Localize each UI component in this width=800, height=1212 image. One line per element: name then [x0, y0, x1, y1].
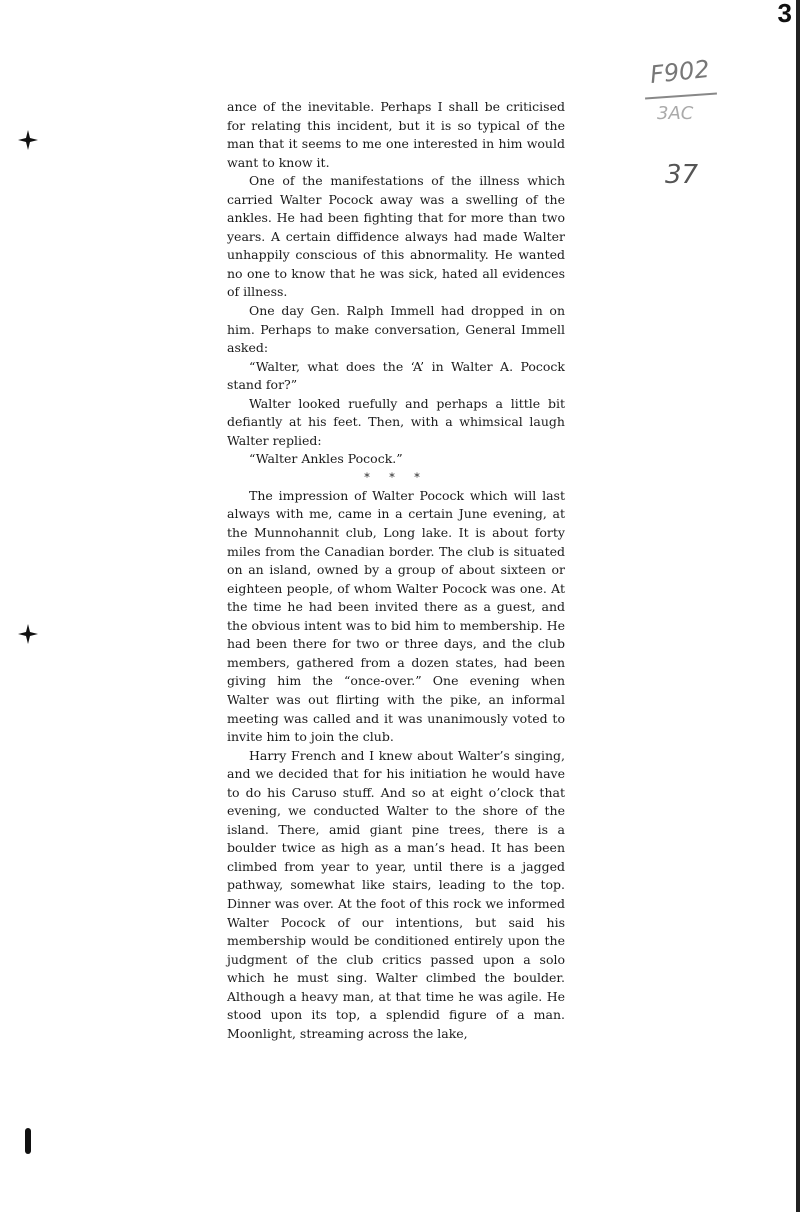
code-annotation: 3AC	[657, 103, 694, 124]
binding-mark-icon	[18, 1128, 38, 1154]
page-edge	[796, 0, 800, 1212]
binding-mark-icon	[18, 624, 38, 644]
paragraph: The impression of Walter Pocock which will last always with me, came in a certain June evening, at the Munnohannit club, Long lake. It is about forty miles from the Canadian border. The club is situated on an island, owned by a group of about sixteen or eighteen people, of whom Walter Pocock was one. At the time he had been invited there as a guest, and the obvious intent was to bid him to membership. He had been there for two or three days, and the club members, gathered from a dozen states, had been giving him the “once-over.” One evening when Walter was out flirting with the pike, an informal meeting was called and it was unanimously voted to invite him to join the club.	[227, 487, 565, 745]
page-number: 3	[777, 0, 792, 28]
paragraph: “Walter Ankles Pocock.”	[249, 451, 403, 467]
accession-annotation: F902	[648, 54, 711, 90]
article-column	[227, 98, 565, 1043]
paragraph: “Walter, what does the ‘A’ in Walter A. Pocock stand for?”	[227, 358, 565, 393]
paragraph: Harry French and I knew about Walter’s singing, and we decided that for his initiation he would have to do his Caruso stuff. And so at eight o’clock that evening, we conducted Walter to the shore of the island. There, amid giant pine trees, there is a boulder twice as high as a man’s head. It has been climbed from year to year, until there is a jagged pathway, somewhat like stairs, leading to the top. Dinner was over. At the foot of this rock we informed Walter Pocock of our intentions, but said his membership would be conditioned entirely upon the judgment of the club critics passed upon a solo which he must sing. Walter climbed the boulder. Although a heavy man, at that time he was agile. He stood upon its top, a splendid figure of a man. Moonlight, streaming across the lake,	[227, 747, 565, 1041]
annotation-rule	[645, 92, 717, 99]
paragraph: One of the manifestations of the illness which carried Walter Pocock away was a swelling of the ankles. He had been fighting that for more than two years. A certain diffidence always had made Walter unhappily conscious of this abnormality. He wanted no one to know that he was sick, hated all evidences of illness.	[227, 173, 565, 300]
paragraph: One day Gen. Ralph Immell had dropped in on him. Perhaps to make conversation, General Immell asked:	[227, 303, 565, 356]
paragraph: Walter looked ruefully and perhaps a little bit defiantly at his feet. Then, with a whimsical laugh Walter replied:	[227, 395, 565, 448]
section-separator: * * *	[364, 470, 428, 484]
folio-annotation: 37	[665, 160, 699, 190]
paragraph: ance of the inevitable. Perhaps I shall be criticised for relating this incident, but it is so typical of the man that it seems to me one interested in him would want to know it.	[227, 99, 565, 170]
binding-mark-icon	[18, 130, 38, 150]
